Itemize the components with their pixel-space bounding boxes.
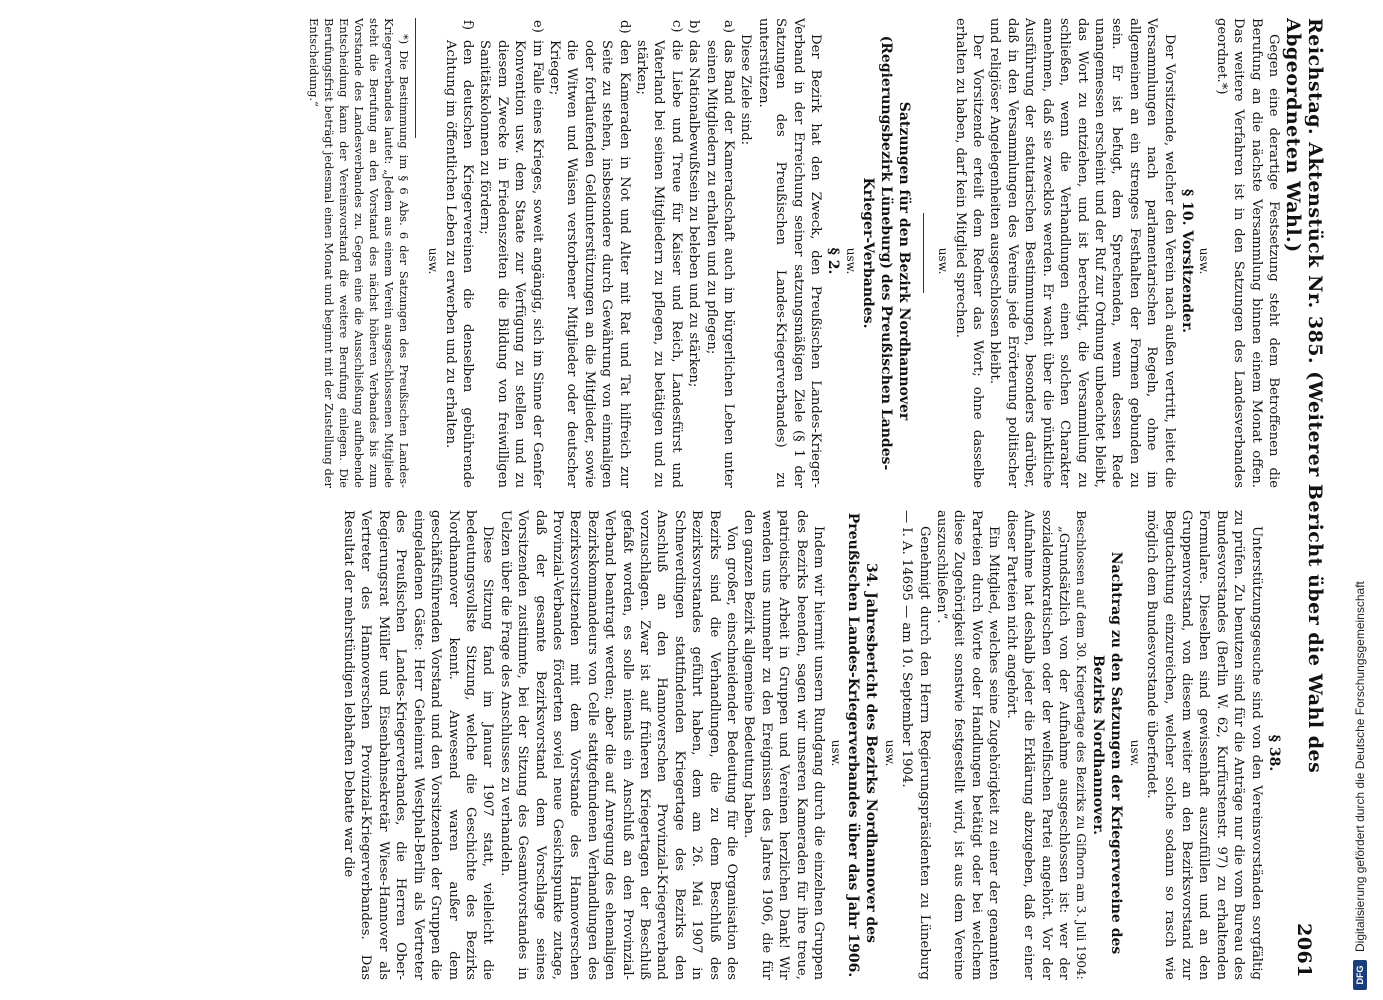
right-column [340, 510, 1282, 980]
usw-marker: usw. [426, 247, 441, 275]
paragraph: Indem wir hiermit unsern Rundgang durch die einzelnen Gruppen des Bezirks beenden, sagen wir unseren Kameraden für ihre treue, patriotische Arbeit in Gruppen und Vereinen herzlichen Dank! Wir wenden uns nunmehr zu den Ereignissen des Jahres 1906, die für den ganzen Bezirk allgemeine Bedeutung haben. [741, 510, 827, 980]
paragraph: Der Vorsitzende, welcher den Verein nach außen vertritt, leitet die Versammlungen nach parlamentarischen Regeln, ohne im allgemeinen an ein strenges Festhalten der Formen gebunden zu sein. Er ist befugt, dem Sprechenden, wenn dessen Rede unangemessen erscheint und der Ruf zur Ordnung unbeachtet bleibt, das Wort zu entziehen, und ist berechtigt, die Versammlung zu schließen, wenn die Verhandlungen einen solchen Charakter annehmen, daß sie zwecklos werden. Er wacht über die pünktliche Ausführung der statutarischen Bestimmungen, besonders darüber, daß in den Versammlungen des Vereins jede Erörterung politischer und religiöser Angelegenheiten ausgeschlossen bleibt. [987, 18, 1177, 488]
usw-marker: usw. [882, 739, 897, 767]
page-number: 2061 [1293, 923, 1315, 978]
paragraph: Unterstützungsgesuche sind von den Vereinsvorständen sorgfältig zu prüfen. Zu benutzen sind für die Anträge nur die vom Bureau des Bundesvorstandes (Berlin W. 62, Kurfürstenstr. 97) zu erhaltenden Formulare. Dieselben sind gewissenhaft auszufüllen und an den Gruppenvorstand, von diesem weiter an den Bezirksvorstand zur Begutachtung einzureichen, welcher solche sodann so rasch wie möglich dem Bundesvorstande überfendet. [1144, 510, 1264, 980]
footnote-divider [415, 18, 416, 138]
dfg-logo: DFG [1353, 960, 1367, 990]
list-item: b) das Nationalbewußtsein zu beleben und zu stärken; [686, 20, 702, 388]
section-heading: 34. Jahresbericht des Bezirks Nordhannover des Preußischen Landes-Kriegerverbandes über das Jahr 1906. [845, 512, 880, 978]
paragraph: „Grundsätzlich von der Aufnahme ausgeschlossen ist: wer der sozialdemokratischen oder der welfischen Partei angehört. Vor der Aufnahme hat deshalb jeder die Erklärung abzugeben, daß er einer dieser Parteien nicht angehört. [1003, 510, 1071, 980]
usw-marker: usw. [829, 739, 844, 767]
usw-marker: usw. [936, 247, 951, 275]
divider [923, 213, 924, 293]
credit-strip [1340, 0, 1380, 1000]
section-heading: Satzungen für den Bezirk Nordhannover (Regierungsbezirk Lüneburg) des Preußischen Landes-Krieger-Verbandes. [859, 35, 912, 471]
paragraph: Genehmigt durch den Herrn Regierungspräsidenten zu Lüneburg — I. A. 14695 — am 10. September 1904. [899, 510, 932, 980]
list-item: f) den deutschen Kriegervereinen die denselben gebührende Achtung im öffentlichen Leben zu erwerben und zu erhalten. [442, 20, 475, 488]
paragraph: Diese Sitzung fand im Januar 1907 statt, vielleicht die bedeutungsvollste Sitzung, welche die Geschichte des Bezirks Nordhannover kennt. Anwesend waren außer dem geschäftsführenden Vorstand und den Vorsitzenden der Gruppen die eingeladenen Gäste: Herr Geheimrat Westphal-Berlin als Vertreter des Preußischen Landes-Kriegerverbandes, die Herren Ober-Regierungsrat Müller und Eisenbahnsekretär Wiese-Hannover als Vertreter des Hannoverschen Provinzial-Kriegerverbandes. Das Resultat der mehrstündigen lebhaften Debatte war die [341, 510, 496, 980]
usw-marker: usw. [1197, 247, 1212, 275]
left-column [306, 18, 1282, 488]
list-item: a) das Band der Kameradschaft auch im bürgerlichen Leben unter seinen Mitgliedern zu erhalten und zu pflegen; [703, 20, 737, 488]
footnote: *) Die Bestimmung im § 6 Abs. 6 der Satzungen des Preußischen Landes-Kriegerverbandes lautet: „Jedem aus einem Verein ausgeschlossenen Mitgliede steht die Berufung an den Vorstand des nächst höheren Verbandes bis zum Vorstande des Landesverbandes zu. Gegen eine die Ausschließung aufhebende Entscheidung kann der Vereinsvorstand die weitere Berufung einlegen. Die Berufungsfrist beträgt jedesmal einen Monat und beginnt mit der Zustellung der Entscheidung.“ [306, 18, 411, 488]
paragraph: Von großer, einschneidender Bedeutung für die Organisation des Bezirks sind die Verhandlungen, die zu dem Beschluß des Bezirksvorstandes geführt haben, dem am 26. Mai 1907 in Schneverdingen stattfindenden Kriegertage des Bezirks den Anschluß an den Hannoverschen Provinzial-Kriegerverband vorzuschlagen. Zwar ist auf früheren Kriegertagen der Beschluß gefaßt worden, es solle niemals ein Anschluß an den Provinzial-Verband beantragt werden; aber die auf Anregung des ehemaligen Bezirkskommandeurs von Celle stattgefundenen Verhandlungen des Bezirksvorsitzenden mit dem Vorstande des Hannoverschen Provinzial-Verbandes förderten soviel neue Gesichtspunkte zutage, daß der gesamte Bezirksvorstand dem Vorschlage seines Vorsitzenden zustimmte, bei der Sitzung des Gesamtvorstandes in Uelzen über die Frage des Anschlusses zu verhandeln. [497, 510, 740, 980]
page-header [1284, 18, 1324, 978]
goals-list [441, 18, 737, 488]
paragraph: Ein Mitglied, welches seine Zugehörigkeit zu einer der genannten Parteien durch Worte oder Handlungen betätigt oder bei welchem diese Zugehörigkeit sonstwie festgestellt wird, ist aus dem Vereine auszuschließen“. [934, 510, 1002, 980]
paragraph: Gegen eine derartige Festsetzung steht dem Betroffenen die Berufung an die nächste Versammlung binnen einem Monat offen. Das weitere Verfahren ist in den Satzungen des Landesverbandes geordnet.*) [1213, 18, 1281, 488]
section-title: § 2. [825, 247, 842, 275]
section-heading: Nachtrag zu den Satzungen der Kriegervereine des Bezirks Nordhannover. [1090, 551, 1125, 955]
paragraph: Der Bezirk hat den Zweck, den Preußischen Landes-Krieger-Verband in der Erreichung seiner satzungsmäßigen Ziele (§ 1 der Satzungen des Preußischen Landes-Kriegerverbandes) zu unterstützen. [755, 18, 824, 488]
list-item: e) im Falle eines Krieges, soweit angängig, sich im Sinne der Genfer Konvention usw. dem Staate zur Verfügung zu stellen und zu diesem Zwecke in Friedenszeiten die Bildung von freiwilligen Sanitätskolonnen zu fördern; [477, 20, 545, 488]
credit-text: Digitalisierung gefördert durch die Deutsche Forschungsgemeinschaft [1353, 581, 1367, 952]
section-title: § 10. Vorsitzender. [1178, 188, 1195, 334]
usw-marker: usw. [1127, 739, 1142, 767]
paragraph: Diese Ziele sind: [738, 34, 754, 146]
list-item: c) die Liebe und Treue für Kaiser und Reich, Landesfürst und Vaterland bei seinen Mitgliedern zu pflegen, zu betätigen und zu stärken; [634, 20, 684, 488]
section-title: § 38. [1266, 734, 1282, 772]
page-title: Reichstag. Aktenstück Nr. 385. (Weiterer Bericht über die Wahl des Abgeordneten Wahl.) [1282, 18, 1326, 774]
paragraph: Der Vorsitzende erteilt dem Redner das Wort; ohne dasselbe erhalten zu haben, darf kein Mitglied sprechen. [952, 18, 986, 488]
paragraph: Beschlossen auf dem 30. Kriegertage des Bezirks zu Gifhorn am 3. Juli 1904: [1074, 510, 1089, 980]
usw-marker: usw. [843, 247, 858, 275]
list-item: d) den Kameraden in Not und Alter mit Rat und Tat hilfreich zur Seite zu stehen, insbesondere durch Gewährung von einmaligen oder fortlaufenden Geldunterstützungen an die Mitglieder, sowie die Witwen und Waisen verstorbener Mitglieder oder deutscher Krieger; [546, 20, 632, 488]
